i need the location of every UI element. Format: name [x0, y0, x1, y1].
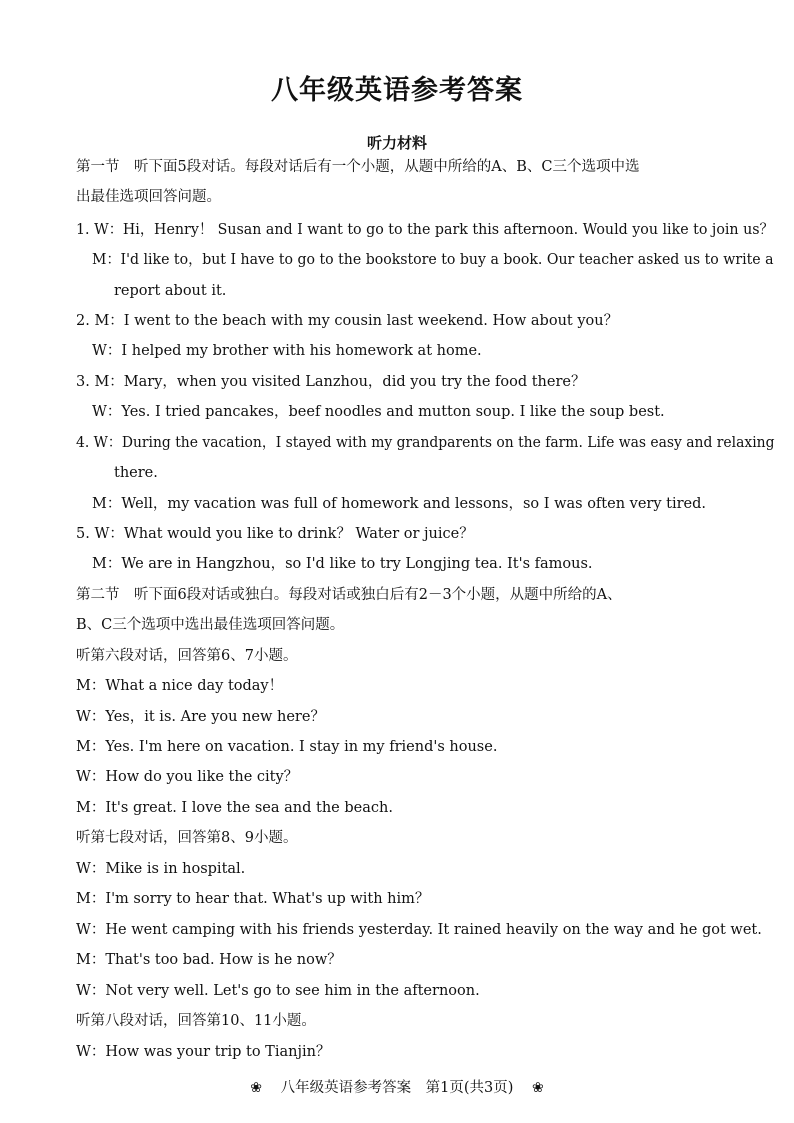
text-line: M：Yes. I'm here on vacation. I stay in my friend's house. [76, 739, 498, 755]
footer-page-info: 八年级英语参考答案 第1页(共3页) [280, 1080, 514, 1096]
text-line: W：How do you like the city？ [76, 769, 299, 785]
flower-icon: ❀ [250, 1080, 262, 1096]
text-line: 2. M：I went to the beach with my cousin last weekend. How about you？ [76, 313, 619, 329]
text-line: 第一节 听下面5段对话。每段对话后有一个小题，从题中所给的A、B、C三个选项中选 [76, 159, 640, 175]
text-line: M：I'd like to，but I have to go to the bookstore to buy a book. Our teacher asked us to write a [92, 252, 774, 268]
text-line: 3. M：Mary，when you visited Lanzhou，did you try the food there？ [76, 374, 586, 390]
text-line: M：We are in Hangzhou，so I'd like to try Longjing tea. It's famous. [92, 556, 593, 572]
page-title: 八年级英语参考答案 [271, 75, 523, 106]
text-line: M：That's too bad. How is he now？ [76, 952, 342, 968]
text-line: there. [114, 465, 158, 481]
flower-icon: ❀ [531, 1080, 544, 1096]
text-line: 1. W：Hi，Henry！ Susan and I want to go to the park this afternoon. Would you like to join us？ [76, 222, 774, 238]
text-line: W：How was your trip to Tianjin？ [76, 1044, 331, 1060]
text-line: M：Well，my vacation was full of homework and lessons，so I was often very tired. [92, 496, 707, 512]
text-line: W：Mike is in hospital. [76, 861, 246, 877]
text-line: W：I helped my brother with his homework at home. [92, 343, 482, 359]
text-line: B、C三个选项中选出最佳选项回答问题。 [76, 617, 345, 633]
text-line: W：Not very well. Let's go to see him in the afternoon. [76, 983, 480, 999]
text-line: 出最佳选项回答问题。 [76, 189, 221, 205]
text-line: W：He went camping with his friends yesterday. It rained heavily on the way and he got wet. [76, 922, 762, 938]
text-line: 5. W：What would you like to drink？ Water or juice？ [76, 526, 474, 542]
text-line: W：Yes. I tried pancakes，beef noodles and mutton soup. I like the soup best. [92, 404, 665, 420]
text-line: 听第七段对话，回答第8、9小题。 [76, 830, 298, 846]
text-line: M：I'm sorry to hear that. What's up with him？ [76, 891, 430, 907]
text-line: report about it. [114, 283, 227, 299]
text-line: M：What a nice day today！ [76, 678, 284, 694]
text-line: 第二节 听下面6段对话或独白。每段对话或独白后有2－3个小题，从题中所给的A、 [76, 587, 622, 603]
page-footer [0, 1076, 794, 1097]
section-subtitle: 听力材料 [366, 134, 427, 152]
text-line: M：It's great. I love the sea and the beach. [76, 800, 393, 816]
text-line: 听第六段对话，回答第6、7小题。 [76, 648, 298, 664]
text-line: 听第八段对话，回答第10、11小题。 [76, 1013, 316, 1029]
text-line: 4. W：During the vacation，I stayed with my grandparents on the farm. Life was easy and relaxing [76, 435, 775, 451]
text-line: W：Yes，it is. Are you new here？ [76, 709, 325, 725]
